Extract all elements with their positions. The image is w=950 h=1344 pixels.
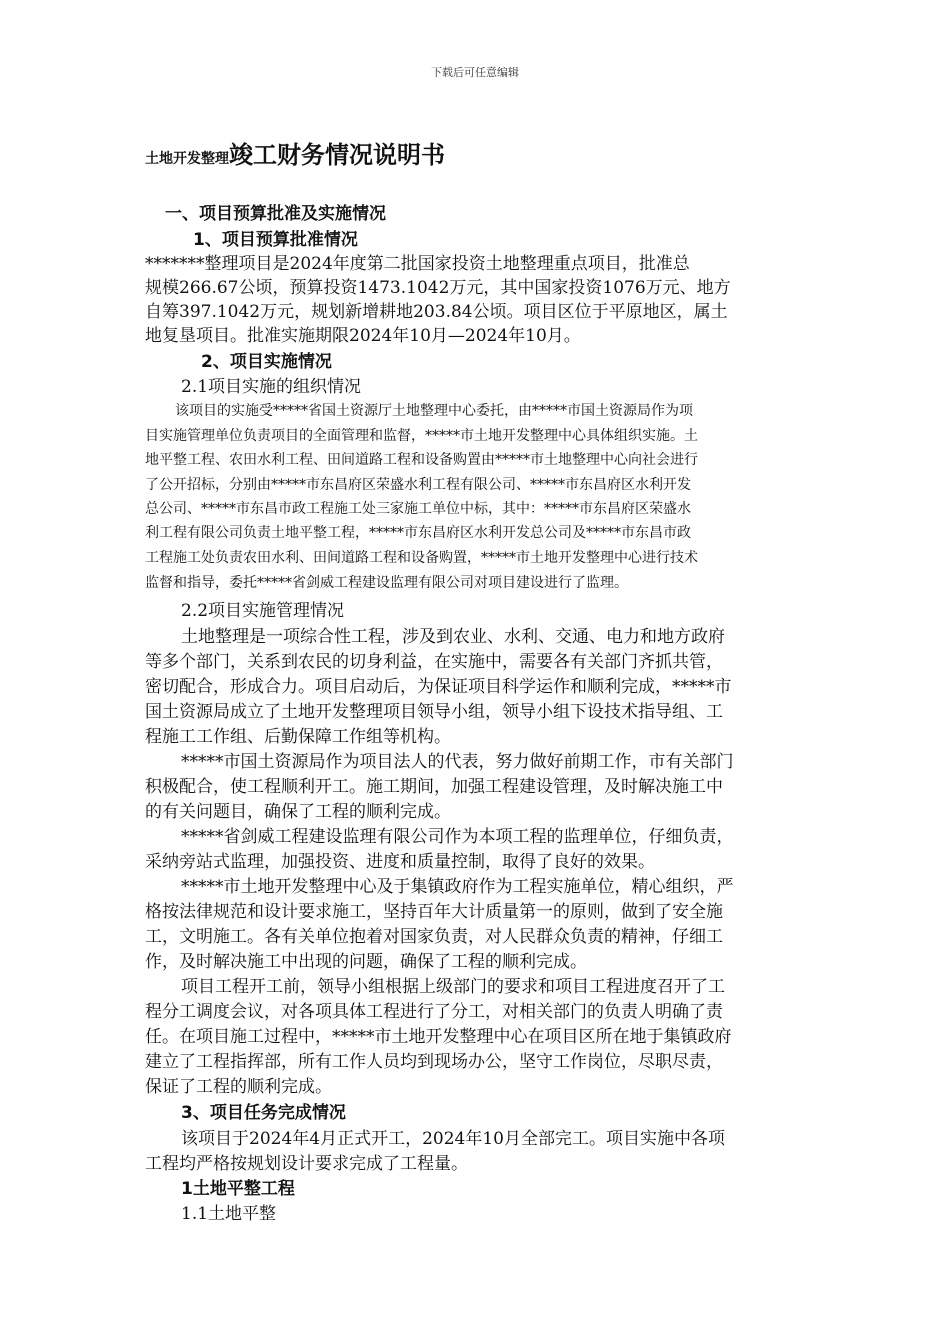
paragraph-line: 总公司、*****市东昌市政工程施工处三家施工单位中标，其中：*****市东昌府区荣盛水 (145, 501, 691, 517)
paragraph-line: 项目工程开工前，领导小组根据上级部门的要求和项目工程进度召开了工 (181, 977, 725, 997)
paragraph-line: *****省剑威工程建设监理有限公司作为本项工程的监理单位，仔细负责， (181, 827, 734, 847)
header-note: 下载后可任意编辑 (431, 66, 519, 79)
paragraph-line: *****市国土资源局作为项目法人的代表，努力做好前期工作，市有关部门 (181, 752, 734, 772)
document-title (145, 135, 445, 170)
paragraph-line: 程分工调度会议，对各项具体工程进行了分工，对相关部门的负责人明确了责 (145, 1002, 723, 1022)
paragraph-line: 等多个部门，关系到农民的切身利益，在实施中，需要各有关部门齐抓共管， (145, 652, 723, 672)
paragraph-line: 自筹397.1042万元，规划新增耕地203.84公顷。项目区位于平原地区，属土 (145, 302, 728, 322)
paragraph-line: 工程施工处负责农田水利、田间道路工程和设备购置，*****市土地开发整理中心进行技术 (145, 550, 698, 566)
paragraph-line: 规模266.67公顷，预算投资1473.1042万元，其中国家投资1076万元、地方 (145, 278, 731, 298)
paragraph-line: 了公开招标，分别由*****市东昌府区荣盛水利工程有限公司、*****市东昌府区水利开发 (145, 477, 691, 493)
paragraph-line: 工程均严格按规划设计要求完成了工程量。 (145, 1154, 468, 1174)
paragraph-line: 积极配合，使工程顺利开工。施工期间，加强工程建设管理，及时解决施工中 (145, 777, 723, 797)
subsection-heading-1-3: 3、项目任务完成情况 (181, 1103, 346, 1123)
paragraph-line: 该项目的实施受*****省国土资源厅土地整理中心委托，由*****市国土资源局作为项 (175, 403, 693, 419)
paragraph-line: 的有关问题目，确保了工程的顺利完成。 (145, 802, 451, 822)
section-heading-1: 一、项目预算批准及实施情况 (165, 204, 386, 224)
paragraph-line: 目实施管理单位负责项目的全面管理和监督，*****市土地开发整理中心具体组织实施。土 (145, 428, 698, 444)
paragraph-line: 国土资源局成立了土地开发整理项目领导小组，领导小组下设技术指导组、工 (145, 702, 723, 722)
paragraph-line: 采纳旁站式监理，加强投资、进度和质量控制，取得了良好的效果。 (145, 852, 655, 872)
paragraph-line: 地复垦项目。批准实施期限2024年10月—2024年10月。 (145, 326, 581, 346)
subsection-heading-3-1-1: 1.1土地平整 (181, 1204, 277, 1224)
paragraph-line: *****市土地开发整理中心及于集镇政府作为工程实施单位，精心组织，严 (181, 877, 734, 897)
paragraph-line: 监督和指导，委托*****省剑威工程建设监理有限公司对项目建设进行了监理。 (145, 575, 628, 591)
subsection-heading-1-1: 1、项目预算批准情况 (193, 230, 358, 250)
subsection-heading-2-1: 2.1项目实施的组织情况 (181, 377, 362, 397)
paragraph-line: 密切配合，形成合力。项目启动后，为保证项目科学运作和顺利完成，*****市 (145, 677, 732, 697)
paragraph-line: *******整理项目是2024年度第二批国家投资土地整理重点项目，批准总 (145, 254, 690, 274)
title-main: 竣工财务情况说明书 (229, 141, 445, 169)
subsection-heading-1-2: 2、项目实施情况 (201, 352, 332, 372)
paragraph-line: 任。在项目施工过程中，*****市土地开发整理中心在项目区所在地于集镇政府 (145, 1027, 732, 1047)
paragraph-line: 保证了工程的顺利完成。 (145, 1077, 332, 1097)
subsection-heading-2-2: 2.2项目实施管理情况 (181, 601, 345, 621)
paragraph-line: 工，文明施工。各有关单位抱着对国家负责，对人民群众负责的精神，仔细工 (145, 927, 723, 947)
paragraph-line: 格按法律规范和设计要求施工，坚持百年大计质量第一的原则，做到了安全施 (145, 902, 723, 922)
subsection-heading-3-1: 1土地平整工程 (181, 1179, 295, 1199)
paragraph-line: 地平整工程、农田水利工程、田间道路工程和设备购置由*****市土地整理中心向社会进行 (145, 452, 698, 468)
paragraph-line: 作，及时解决施工中出现的问题，确保了工程的顺利完成。 (145, 952, 587, 972)
paragraph-line: 土地整理是一项综合性工程，涉及到农业、水利、交通、电力和地方政府 (181, 627, 725, 647)
paragraph-line: 程施工工作组、后勤保障工作组等机构。 (145, 727, 451, 747)
paragraph-line: 利工程有限公司负责土地平整工程，*****市东昌府区水利开发总公司及*****市东昌市政 (145, 525, 691, 541)
paragraph-line: 该项目于2024年4月正式开工，2024年10月全部完工。项目实施中各项 (181, 1129, 725, 1149)
paragraph-line: 建立了工程指挥部，所有工作人员均到现场办公，坚守工作岗位，尽职尽责， (145, 1052, 723, 1072)
title-prefix: 土地开发整理 (145, 151, 229, 167)
